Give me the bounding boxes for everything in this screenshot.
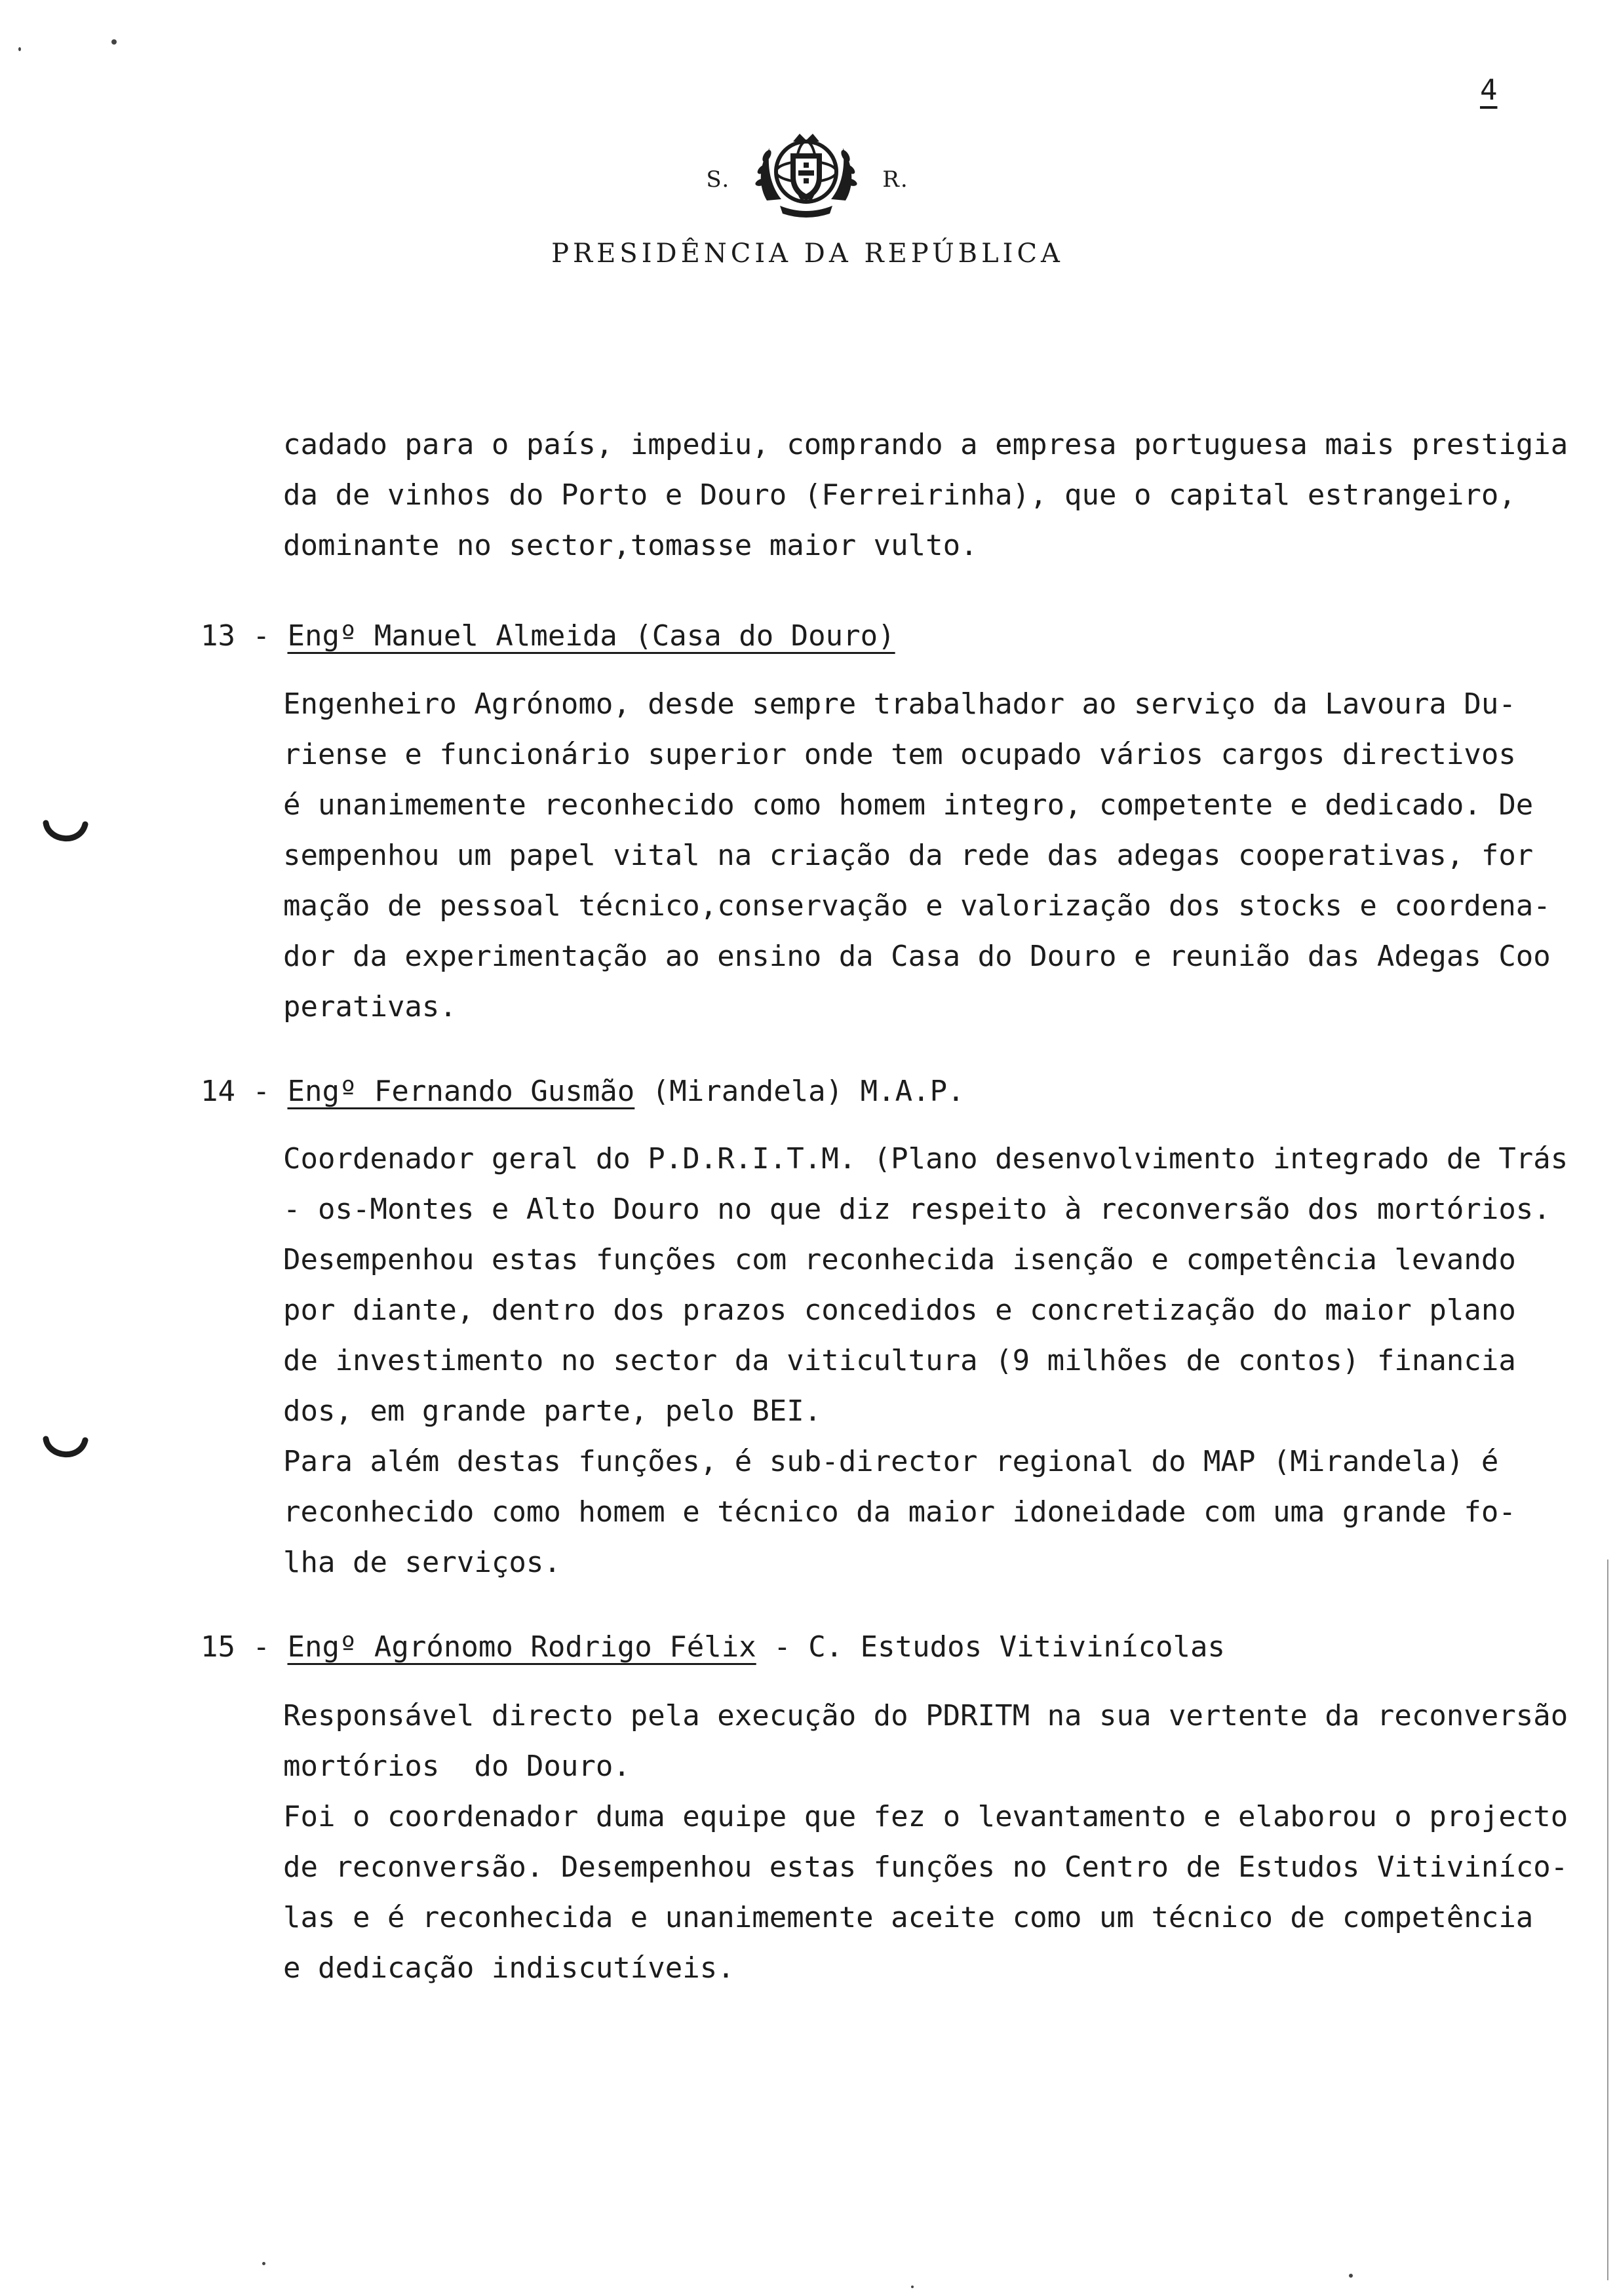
item-15-line: de reconversão. Desempenhou estas funções no Centro de Estudos Vitivinícο-	[283, 1850, 1568, 1884]
page-number: 4	[1480, 73, 1498, 107]
binder-hole-mark-icon	[42, 1435, 89, 1464]
item-name-suffix: - C. Estudos Vitivinícolas	[756, 1630, 1225, 1664]
item-number: 15 -	[201, 1630, 270, 1664]
office-title: PRESIDÊNCIA DA REPÚBLICA	[551, 239, 1064, 269]
item-13-line: riense e funcionário superior onde tem ocupado vários cargos directivos	[283, 738, 1516, 771]
item-14-heading	[201, 1066, 965, 1117]
item-15-line: las e é reconhecida e unanimemente aceite como um técnico de competência	[283, 1901, 1534, 1934]
item-14-line: dos, em grande parte, pelo BEI.	[283, 1394, 822, 1428]
item-14-line: por diante, dentro dos prazos concedidos e concretização do maior plano	[283, 1293, 1516, 1327]
coat-of-arms-icon	[747, 128, 865, 220]
item-13-line: dor da experimentação ao ensino da Casa do Douro e reunião das Adegas Coo	[283, 940, 1551, 973]
scan-speck	[18, 47, 21, 51]
item-name: Engº Fernando Gusmão	[287, 1075, 635, 1108]
intro-line: da de vinhos do Porto e Douro (Ferreirinha), que o capital estrangeiro,	[283, 478, 1516, 512]
intro-line: cadado para o país, impediu, comprando a empresa portuguesa mais prestigia	[283, 428, 1568, 461]
item-14-line: de investimento no sector da viticultura (9 milhões de contos) financia	[283, 1344, 1516, 1377]
item-14-line: Coordenador geral do P.D.R.I.T.M. (Plano desenvolvimento integrado de Trás	[283, 1142, 1568, 1176]
binder-hole-mark-icon	[42, 819, 89, 848]
scan-speck	[911, 2286, 914, 2288]
item-14-line: lha de serviços.	[283, 1546, 561, 1579]
item-name: Engº Manuel Almeida (Casa do Douro)	[287, 619, 895, 653]
letterhead-initial-right: R.	[882, 166, 909, 193]
item-14-line: Desempenhou estas funções com reconhecida isenção e competência levando	[283, 1243, 1516, 1276]
item-14-line: Para além destas funções, é sub-director regional do MAP (Mirandela) é	[283, 1445, 1499, 1478]
scan-edge-line	[1607, 1559, 1608, 2280]
item-number: 13 -	[201, 619, 270, 653]
item-15-heading	[201, 1622, 1225, 1672]
item-13-heading	[201, 611, 895, 661]
item-13-line: Engenheiro Agrónomo, desde sempre trabalhador ao serviço da Lavoura Du-	[283, 687, 1516, 721]
intro-line: dominante no sector,tomasse maior vulto.	[283, 529, 978, 562]
item-13-line: sempenhou um papel vital na criação da rede das adegas cooperativas, for	[283, 839, 1534, 872]
item-15-line: e dedicação indiscutíveis.	[283, 1951, 735, 1985]
seal-row	[0, 128, 1615, 220]
scan-speck	[111, 39, 117, 45]
item-number: 14 -	[201, 1075, 270, 1108]
scan-speck	[262, 2262, 265, 2265]
item-14-line: reconhecido como homem e técnico da maior idoneidade com uma grande fo-	[283, 1495, 1516, 1529]
letterhead	[0, 128, 1615, 269]
item-15-line: mortórios do Douro.	[283, 1750, 631, 1783]
item-13-line: é unanimemente reconhecido como homem integro, competente e dedicado. De	[283, 788, 1534, 822]
item-13-line: perativas.	[283, 990, 457, 1024]
item-15-line: Responsável directo pela execução do PDRITM na sua vertente da reconversão	[283, 1699, 1568, 1732]
item-14-line: - os-Montes e Alto Douro no que diz respeito à reconversão dos mortórios.	[283, 1193, 1551, 1226]
item-15-line: Foi o coordenador duma equipe que fez o levantamento e elaborou o projecto	[283, 1800, 1568, 1833]
scan-speck	[1349, 2274, 1353, 2278]
item-name-suffix: (Mirandela) M.A.P.	[634, 1075, 965, 1108]
item-13-line: mação de pessoal técnico,conservação e valorização dos stocks e coordena-	[283, 889, 1551, 923]
item-name: Engº Agrónomo Rodrigo Félix	[287, 1630, 756, 1664]
letterhead-initial-left: S.	[706, 166, 731, 193]
